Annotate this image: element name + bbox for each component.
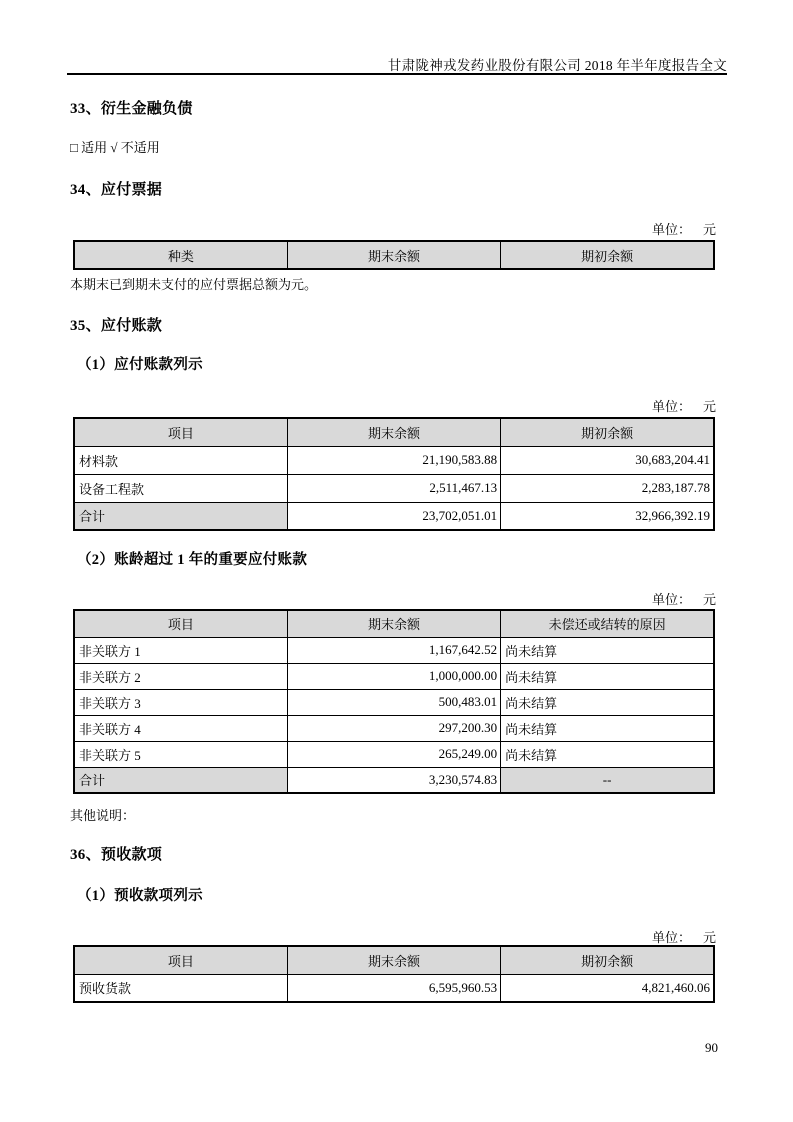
section-36-title: 36、预收款项 [70, 847, 163, 863]
item-cell: 合计 [74, 502, 287, 530]
unit-line-aged-payables [652, 589, 716, 608]
ending-balance-cell: 21,190,583.88 [287, 446, 500, 474]
unit-label: 单位： [651, 222, 691, 237]
unit-value: 元 [702, 592, 716, 607]
unit-label: 单位： [651, 399, 691, 414]
beginning-balance-cell: 4,821,460.06 [501, 974, 714, 1002]
ending-balance-cell: 297,200.30 [287, 715, 500, 741]
beginning-balance-cell: 2,283,187.78 [501, 474, 714, 502]
table-header-row [74, 418, 714, 446]
table-header-cell: 期初余额 [501, 946, 714, 974]
accounts-payable-table [73, 417, 715, 531]
section-35-sub1-title: （1）应付账款列示 [77, 357, 203, 373]
table-header-cell: 期末余额 [287, 946, 500, 974]
table-row [74, 974, 714, 1002]
notes-payable-note: 本期末已到期未支付的应付票据总额为元。 [70, 277, 318, 292]
ending-balance-cell: 23,702,051.01 [287, 502, 500, 530]
unit-value: 元 [702, 930, 716, 945]
unit-label: 单位： [651, 592, 691, 607]
table-header-cell: 期初余额 [501, 241, 714, 269]
other-notes-label: 其他说明： [70, 808, 136, 823]
unit-label: 单位： [651, 930, 691, 945]
table-row [74, 637, 714, 663]
section-35-title: 35、应付账款 [70, 318, 163, 334]
item-cell: 非关联方 5 [74, 741, 287, 767]
table-row [74, 474, 714, 502]
table-row [74, 689, 714, 715]
beginning-balance-cell: 30,683,204.41 [501, 446, 714, 474]
table-total-row [74, 502, 714, 530]
page-number: 90 [705, 1040, 718, 1055]
reason-cell: 尚未结算 [501, 689, 714, 715]
table-header-cell: 期末余额 [287, 610, 500, 637]
unit-line-notes-payable [652, 219, 716, 238]
ending-balance-cell: 1,000,000.00 [287, 663, 500, 689]
section-33-title: 33、衍生金融负债 [70, 101, 193, 117]
item-cell: 材料款 [74, 446, 287, 474]
item-cell: 预收货款 [74, 974, 287, 1002]
table-row [74, 663, 714, 689]
reason-cell: 尚未结算 [501, 715, 714, 741]
beginning-balance-cell: 32,966,392.19 [501, 502, 714, 530]
table-header-row [74, 241, 714, 269]
ending-balance-cell: 1,167,642.52 [287, 637, 500, 663]
ending-balance-cell: 6,595,960.53 [287, 974, 500, 1002]
section-35-sub2-title: （2）账龄超过 1 年的重要应付账款 [77, 552, 308, 568]
document-header-title: 甘肃陇神戎发药业股份有限公司 2018 年半年度报告全文 [387, 58, 727, 73]
unit-line-accounts-payable [652, 396, 716, 415]
section-36-sub1-title: （1）预收款项列示 [77, 888, 203, 904]
table-header-row [74, 610, 714, 637]
table-header-cell: 项目 [74, 610, 287, 637]
ending-balance-cell: 3,230,574.83 [287, 767, 500, 793]
item-cell: 合计 [74, 767, 287, 793]
item-cell: 设备工程款 [74, 474, 287, 502]
ending-balance-cell: 265,249.00 [287, 741, 500, 767]
table-header-row [74, 946, 714, 974]
table-row [74, 715, 714, 741]
table-header-cell: 期末余额 [287, 241, 500, 269]
section-33-applicability: □ 适用 √ 不适用 [70, 140, 160, 155]
table-header-cell: 项目 [74, 418, 287, 446]
table-row [74, 446, 714, 474]
unit-value: 元 [702, 399, 716, 414]
item-cell: 非关联方 4 [74, 715, 287, 741]
table-header-cell: 种类 [74, 241, 287, 269]
reason-cell: -- [501, 767, 714, 793]
section-34-title: 34、应付票据 [70, 182, 163, 198]
advances-received-table [73, 945, 715, 1003]
item-cell: 非关联方 2 [74, 663, 287, 689]
ending-balance-cell: 500,483.01 [287, 689, 500, 715]
table-header-cell: 期初余额 [501, 418, 714, 446]
table-header-cell: 项目 [74, 946, 287, 974]
reason-cell: 尚未结算 [501, 663, 714, 689]
aged-payables-table [73, 609, 715, 794]
table-row [74, 741, 714, 767]
item-cell: 非关联方 1 [74, 637, 287, 663]
table-total-row [74, 767, 714, 793]
table-header-cell: 未偿还或结转的原因 [501, 610, 714, 637]
ending-balance-cell: 2,511,467.13 [287, 474, 500, 502]
header-divider-rule [67, 73, 727, 75]
unit-value: 元 [702, 222, 716, 237]
reason-cell: 尚未结算 [501, 741, 714, 767]
notes-payable-table [73, 240, 715, 270]
unit-line-advances-received [652, 927, 716, 946]
table-header-cell: 期末余额 [287, 418, 500, 446]
item-cell: 非关联方 3 [74, 689, 287, 715]
reason-cell: 尚未结算 [501, 637, 714, 663]
